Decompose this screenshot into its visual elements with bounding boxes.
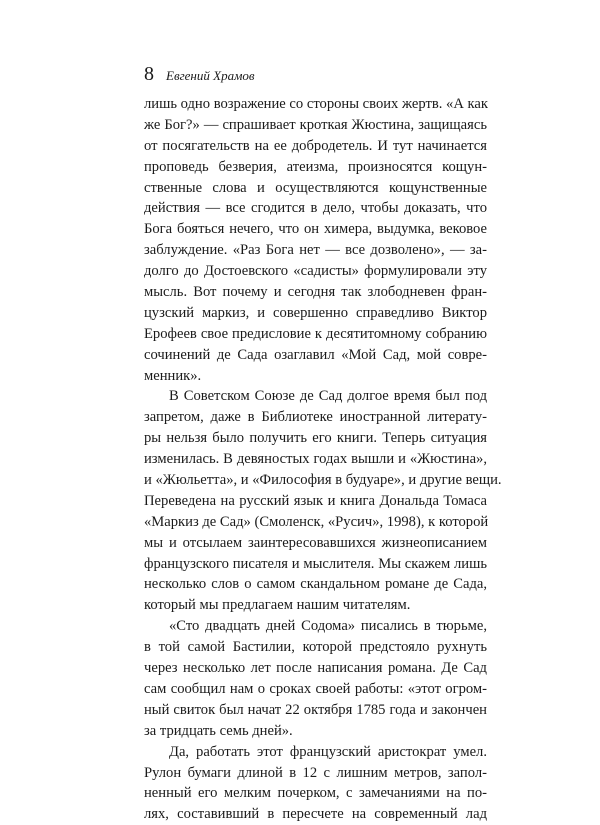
text-line: же Бог?» — спрашивает кроткая Жюстина, защищаясь	[144, 116, 487, 133]
text-line: ственные слова и осуществляются кощунственные	[144, 179, 487, 196]
text-line: запретом, даже в Библиотеке иностранной литерату-	[144, 409, 487, 426]
text-line: ры нельзя было получить его книги. Теперь ситуация	[144, 430, 487, 447]
text-line: цузский маркиз, и совершенно справедливо Виктор	[144, 304, 487, 321]
text-line: Переведена на русский язык и книга Дональда Томаса	[144, 492, 487, 509]
text-line: «Сто двадцать дней Содома» писались в тюрьме,	[169, 618, 487, 635]
body-text	[144, 94, 502, 825]
text-line: ный свиток был начат 22 октября 1785 года и закончен	[144, 701, 487, 718]
text-line: сам сообщил нам о сроках своей работы: «этот огром-	[144, 680, 487, 697]
text-line: за тридцать семь дней».	[144, 722, 293, 739]
text-line: мысль. Вот почему и сегодня так злободневен фран-	[144, 284, 487, 301]
text-line: Бога бояться нечего, что он химера, выдумка, вековое	[144, 221, 487, 238]
text-line: долго до Достоевского «садисты» формулировали эту	[144, 263, 487, 280]
text-line: от посягательств на ее добродетель. И тут начинается	[144, 137, 487, 154]
text-line: ненный его мелким почерком, с замечаниями на по-	[144, 785, 487, 802]
text-line: действия — все сгодится в дело, чтобы доказать, что	[144, 200, 487, 217]
text-line: Ерофеев свое предисловие к десятитомному собранию	[144, 325, 487, 342]
text-line: и «Жюльетта», и «Философия в будуаре», и другие вещи.	[144, 472, 502, 489]
text-line: сочинений де Сада озаглавил «Мой Сад, мой совре-	[144, 346, 487, 363]
text-line: мы и отсылаем заинтересовавшихся жизнеописанием	[144, 534, 487, 551]
text-line: заблуждение. «Раз Бога нет — все дозволено», — за-	[144, 242, 487, 259]
text-line: лях, составивший в пересчете на современный лад	[144, 806, 487, 823]
text-line: Рулон бумаги длиной в 12 с лишним метров, запол-	[144, 764, 487, 781]
text-line: несколько слов о самом скандальном романе де Сада,	[144, 576, 487, 593]
text-line: проповедь безверия, атеизма, произносятся кощун-	[144, 158, 487, 175]
running-head-author: Евгений Храмов	[166, 68, 255, 83]
text-line: через несколько лет после написания романа. Де Сад	[144, 660, 487, 677]
text-line: который мы предлагаем нашим читателям.	[144, 597, 411, 614]
page-header	[144, 63, 255, 85]
text-line: «Маркиз де Сад» (Смоленск, «Русич», 1998), к которой	[144, 513, 489, 530]
text-line: изменилась. В девяностых годах вышли и «Жюстина»,	[144, 451, 487, 468]
text-line: В Советском Союзе де Сад долгое время был под	[169, 388, 487, 405]
text-line: французского писателя и мыслителя. Мы скажем лишь	[144, 555, 487, 572]
text-line: лишь одно возражение со стороны своих жертв. «А как	[144, 96, 488, 112]
text-line: в той самой Бастилии, которой предстояло рухнуть	[144, 639, 487, 656]
text-line: Да, работать этот французский аристократ умел.	[169, 743, 487, 760]
text-line: менник».	[144, 367, 202, 384]
page-number: 8	[144, 63, 154, 85]
